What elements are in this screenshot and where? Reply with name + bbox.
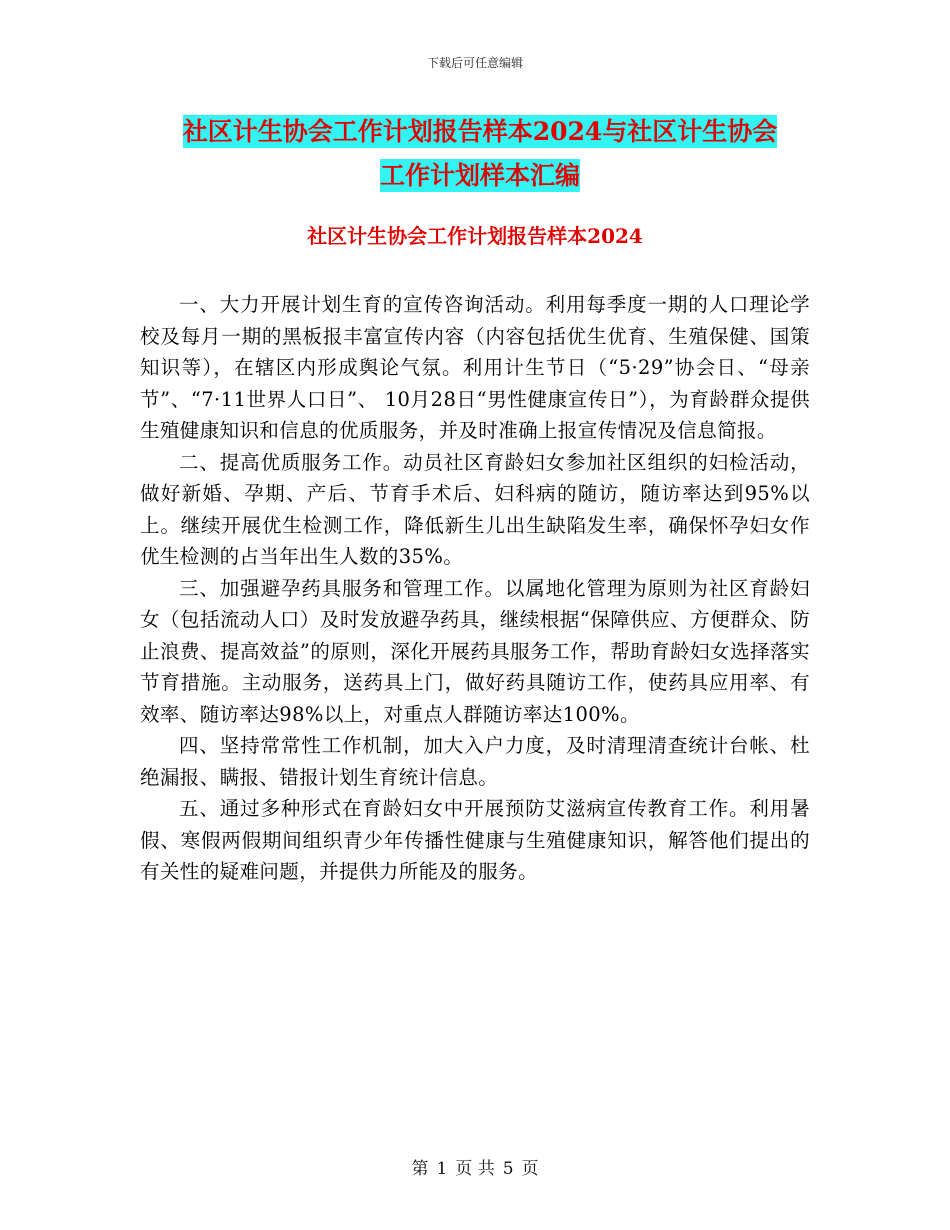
- document-title-line-2: 工作计划样本汇编: [379, 161, 580, 190]
- document-title-line-1: 社区计生协会工作计划报告样本2024与社区计生协会: [182, 117, 778, 146]
- paragraph-1: 一、大力开展计划生育的宣传咨询活动。利用每季度一期的人口理论学校及每月一期的黑板报丰富宣传内容（内容包括优生优育、生殖保健、国策知识等），在辖区内形成舆论气氛。利用计生节日（“5·29”协会日、“母亲节”、“7·11世界人口日”、 10月28日“男性健康宣传日”），为育龄群众提供生殖健康知识和信息的优质服务，并及时准确上报宣传情况及信息简报。: [140, 293, 810, 442]
- document-title: [140, 110, 820, 198]
- footer-suffix: 页: [521, 1159, 539, 1179]
- footer-prefix: 第: [411, 1159, 429, 1179]
- page-footer: [0, 1154, 950, 1179]
- body-text: [140, 289, 810, 888]
- footer-total-pages: 5: [502, 1159, 514, 1179]
- footer-page-number: 1: [436, 1159, 448, 1179]
- footer-middle: 页 共: [455, 1159, 495, 1179]
- paragraph-2: 二、提高优质服务工作。动员社区育龄妇女参加社区组织的妇检活动，做好新婚、孕期、产后、节育手术后、妇科病的随访，随访率达到95%以上。继续开展优生检测工作，降低新生儿出生缺陷发生率，确保怀孕妇女作优生检测的占当年出生人数的35%。: [140, 450, 810, 568]
- section-title: 社区计生协会工作计划报告样本2024: [307, 224, 643, 248]
- paragraph-5: 五、通过多种形式在育龄妇女中开展预防艾滋病宣传教育工作。利用暑假、寒假两假期间组织青少年传播性健康与生殖健康知识，解答他们提出的有关性的疑难问题，并提供力所能及的服务。: [140, 797, 810, 883]
- header-note: 下载后可任意编辑: [426, 56, 523, 70]
- paragraph-4: 四、坚持常常性工作机制，加大入户力度，及时清理清查统计台帐、杜绝漏报、瞒报、错报计划生育统计信息。: [140, 734, 810, 789]
- paragraph-3: 三、加强避孕药具服务和管理工作。以属地化管理为原则为社区育龄妇女（包括流动人口）及时发放避孕药具，继续根据“保障供应、方便群众、防止浪费、提高效益”的原则，深化开展药具服务工作，帮助育龄妇女选择落实节育措施。主动服务，送药具上门，做好药具随访工作，使药具应用率、有效率、随访率达98%以上，对重点人群随访率达100%。: [140, 576, 810, 726]
